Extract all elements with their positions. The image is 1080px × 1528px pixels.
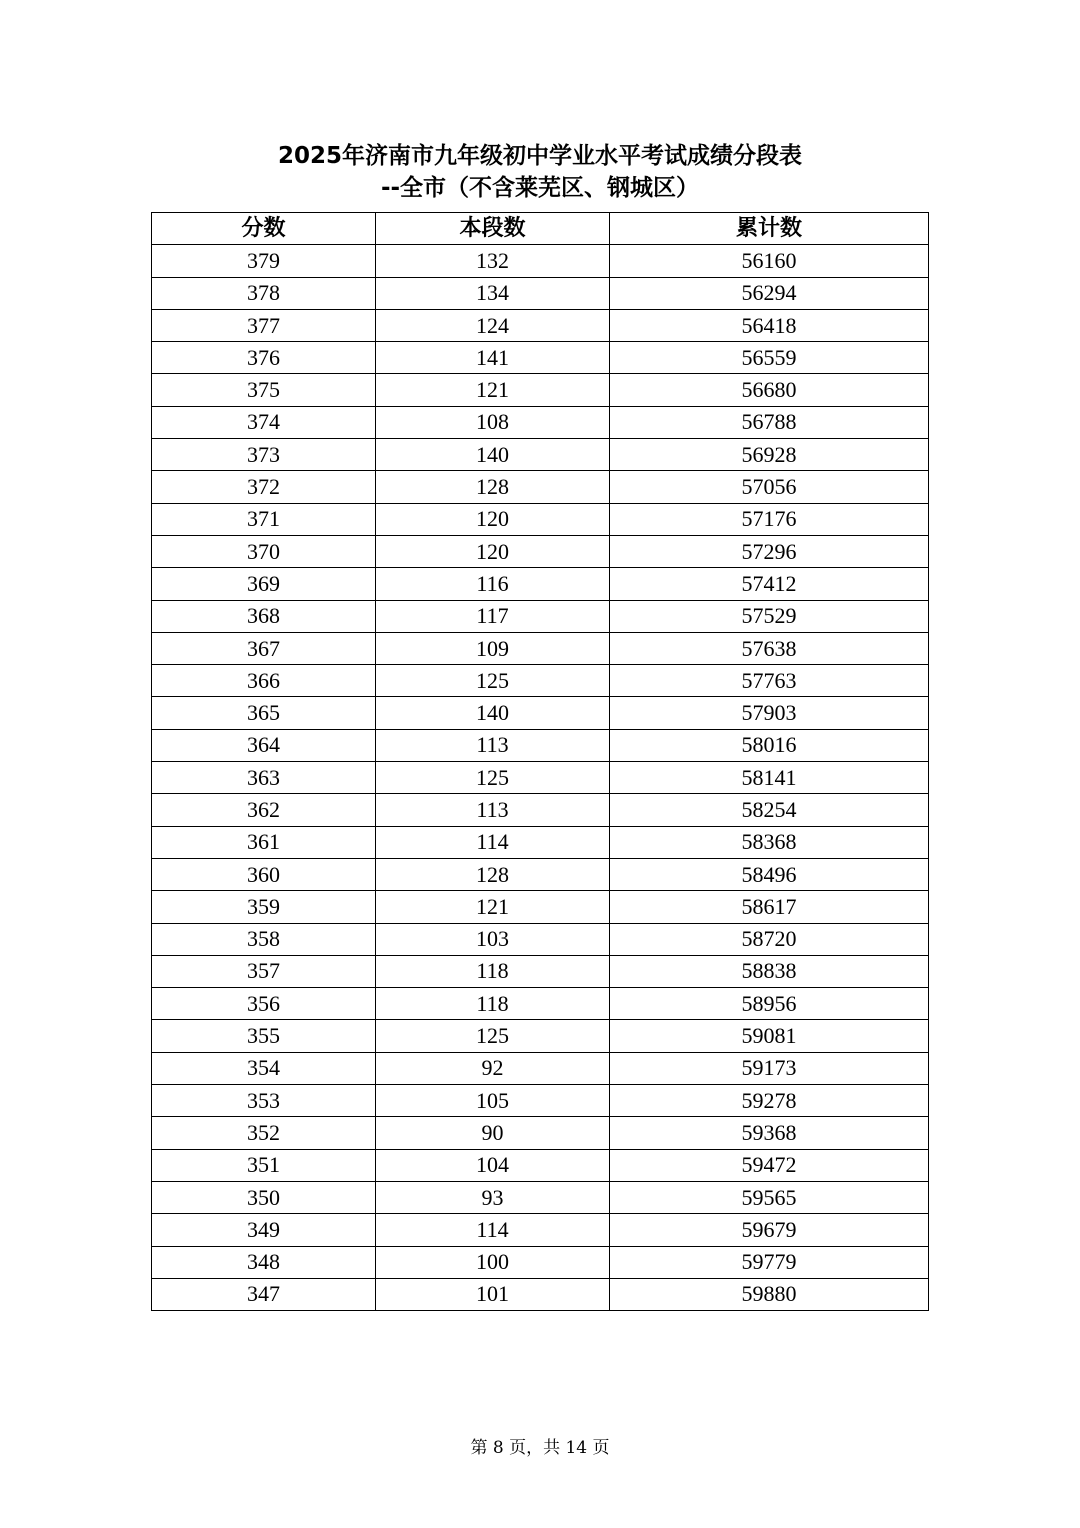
segment-count-cell: 113	[376, 794, 610, 826]
score-cell: 365	[152, 697, 376, 729]
table-row	[152, 568, 929, 600]
score-cell: 379	[152, 245, 376, 277]
segment-count-cell: 103	[376, 923, 610, 955]
segment-count-cell: 140	[376, 439, 610, 471]
segment-count-cell: 120	[376, 535, 610, 567]
score-cell: 357	[152, 955, 376, 987]
segment-count-cell: 134	[376, 277, 610, 309]
score-cell: 350	[152, 1181, 376, 1213]
score-cell: 368	[152, 600, 376, 632]
table-row	[152, 729, 929, 761]
segment-count-cell: 117	[376, 600, 610, 632]
cumulative-count-cell: 59472	[610, 1149, 929, 1181]
segment-count-cell: 92	[376, 1052, 610, 1084]
score-cell: 362	[152, 794, 376, 826]
score-cell: 375	[152, 374, 376, 406]
segment-count-cell: 101	[376, 1278, 610, 1310]
segment-count-cell: 100	[376, 1246, 610, 1278]
cumulative-count-cell: 57412	[610, 568, 929, 600]
table-row	[152, 309, 929, 341]
cumulative-count-cell: 59173	[610, 1052, 929, 1084]
cumulative-count-cell: 56788	[610, 406, 929, 438]
score-cell: 356	[152, 988, 376, 1020]
score-cell: 367	[152, 632, 376, 664]
column-header-cumulative-count: 累计数	[610, 213, 929, 245]
segment-count-cell: 114	[376, 1214, 610, 1246]
score-cell: 348	[152, 1246, 376, 1278]
segment-count-cell: 114	[376, 826, 610, 858]
table-row	[152, 277, 929, 309]
score-cell: 370	[152, 535, 376, 567]
score-cell: 369	[152, 568, 376, 600]
cumulative-count-cell: 58254	[610, 794, 929, 826]
segment-count-cell: 93	[376, 1181, 610, 1213]
score-cell: 359	[152, 891, 376, 923]
table-row	[152, 762, 929, 794]
table-row	[152, 697, 929, 729]
score-cell: 374	[152, 406, 376, 438]
score-cell: 378	[152, 277, 376, 309]
table-row	[152, 406, 929, 438]
score-cell: 353	[152, 1085, 376, 1117]
segment-count-cell: 104	[376, 1149, 610, 1181]
score-cell: 351	[152, 1149, 376, 1181]
segment-count-cell: 128	[376, 471, 610, 503]
score-cell: 354	[152, 1052, 376, 1084]
score-cell: 361	[152, 826, 376, 858]
table-row	[152, 826, 929, 858]
table-row	[152, 923, 929, 955]
score-cell: 376	[152, 342, 376, 374]
segment-count-cell: 125	[376, 665, 610, 697]
table-body	[152, 245, 929, 1311]
cumulative-count-cell: 56294	[610, 277, 929, 309]
cumulative-count-cell: 56160	[610, 245, 929, 277]
score-cell: 363	[152, 762, 376, 794]
table-row	[152, 535, 929, 567]
column-header-score: 分数	[152, 213, 376, 245]
cumulative-count-cell: 58838	[610, 955, 929, 987]
table-row	[152, 600, 929, 632]
table-row	[152, 1052, 929, 1084]
cumulative-count-cell: 57529	[610, 600, 929, 632]
cumulative-count-cell: 59565	[610, 1181, 929, 1213]
table-row	[152, 1020, 929, 1052]
segment-count-cell: 141	[376, 342, 610, 374]
segment-count-cell: 128	[376, 858, 610, 890]
table-row	[152, 1278, 929, 1310]
cumulative-count-cell: 57763	[610, 665, 929, 697]
segment-count-cell: 132	[376, 245, 610, 277]
segment-count-cell: 121	[376, 891, 610, 923]
cumulative-count-cell: 56418	[610, 309, 929, 341]
document-subtitle: --全市（不含莱芜区、钢城区）	[380, 175, 700, 201]
table-row	[152, 1117, 929, 1149]
table-row	[152, 632, 929, 664]
score-cell: 358	[152, 923, 376, 955]
table-row	[152, 891, 929, 923]
cumulative-count-cell: 58141	[610, 762, 929, 794]
segment-count-cell: 125	[376, 1020, 610, 1052]
page-number: 第 8 页，共 14 页	[470, 1438, 610, 1458]
segment-count-cell: 140	[376, 697, 610, 729]
table-row	[152, 439, 929, 471]
cumulative-count-cell: 59081	[610, 1020, 929, 1052]
segment-count-cell: 108	[376, 406, 610, 438]
table-row	[152, 374, 929, 406]
cumulative-count-cell: 58956	[610, 988, 929, 1020]
segment-count-cell: 118	[376, 955, 610, 987]
segment-count-cell: 120	[376, 503, 610, 535]
cumulative-count-cell: 59880	[610, 1278, 929, 1310]
segment-count-cell: 113	[376, 729, 610, 761]
cumulative-count-cell: 57903	[610, 697, 929, 729]
cumulative-count-cell: 59779	[610, 1246, 929, 1278]
table-row	[152, 1085, 929, 1117]
cumulative-count-cell: 56559	[610, 342, 929, 374]
table-row	[152, 471, 929, 503]
cumulative-count-cell: 58016	[610, 729, 929, 761]
score-cell: 366	[152, 665, 376, 697]
score-cell: 372	[152, 471, 376, 503]
cumulative-count-cell: 58368	[610, 826, 929, 858]
score-cell: 349	[152, 1214, 376, 1246]
column-header-segment-count: 本段数	[376, 213, 610, 245]
cumulative-count-cell: 58720	[610, 923, 929, 955]
table-row	[152, 342, 929, 374]
score-cell: 355	[152, 1020, 376, 1052]
cumulative-count-cell: 57296	[610, 535, 929, 567]
table-row	[152, 955, 929, 987]
cumulative-count-cell: 59679	[610, 1214, 929, 1246]
table-row	[152, 988, 929, 1020]
segment-count-cell: 124	[376, 309, 610, 341]
score-cell: 377	[152, 309, 376, 341]
table-row	[152, 503, 929, 535]
score-cell: 352	[152, 1117, 376, 1149]
score-cell: 373	[152, 439, 376, 471]
table-row	[152, 794, 929, 826]
cumulative-count-cell: 57176	[610, 503, 929, 535]
table-row	[152, 1181, 929, 1213]
table-row	[152, 858, 929, 890]
table-row	[152, 245, 929, 277]
table-row	[152, 1149, 929, 1181]
score-cell: 360	[152, 858, 376, 890]
segment-count-cell: 109	[376, 632, 610, 664]
cumulative-count-cell: 56928	[610, 439, 929, 471]
table-row	[152, 1214, 929, 1246]
table-row	[152, 665, 929, 697]
segment-count-cell: 125	[376, 762, 610, 794]
table-row	[152, 1246, 929, 1278]
segment-count-cell: 121	[376, 374, 610, 406]
segment-count-cell: 105	[376, 1085, 610, 1117]
score-distribution-table	[151, 212, 929, 1311]
table-header-row	[152, 213, 929, 245]
score-cell: 347	[152, 1278, 376, 1310]
score-cell: 371	[152, 503, 376, 535]
cumulative-count-cell: 57056	[610, 471, 929, 503]
cumulative-count-cell: 58496	[610, 858, 929, 890]
segment-count-cell: 90	[376, 1117, 610, 1149]
cumulative-count-cell: 57638	[610, 632, 929, 664]
document-title: 2025年济南市九年级初中学业水平考试成绩分段表	[277, 143, 802, 169]
cumulative-count-cell: 59278	[610, 1085, 929, 1117]
cumulative-count-cell: 59368	[610, 1117, 929, 1149]
segment-count-cell: 118	[376, 988, 610, 1020]
segment-count-cell: 116	[376, 568, 610, 600]
score-cell: 364	[152, 729, 376, 761]
cumulative-count-cell: 56680	[610, 374, 929, 406]
cumulative-count-cell: 58617	[610, 891, 929, 923]
